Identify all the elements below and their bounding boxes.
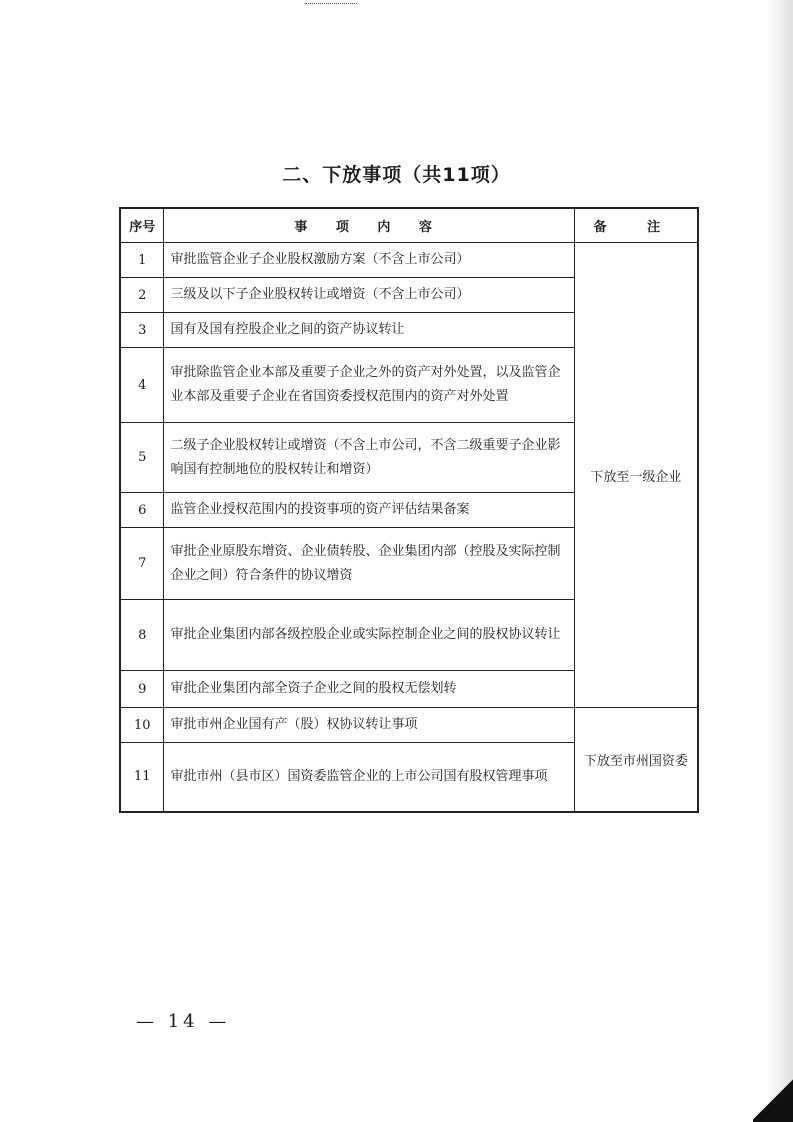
row-content: 国有及国有控股企业之间的资产协议转让 <box>164 313 574 348</box>
row-content: 审批企业集团内部各级控股企业或实际控制企业之间的股权协议转让 <box>164 600 574 671</box>
row-content: 审批市州企业国有产（股）权协议转让事项 <box>164 708 574 743</box>
table-header-row <box>120 208 698 243</box>
row-no: 11 <box>120 743 164 812</box>
row-no: 9 <box>120 671 164 708</box>
delegated-items-table <box>119 207 699 813</box>
row-no: 5 <box>120 423 164 493</box>
row-no: 1 <box>120 243 164 278</box>
header-content: 事 项 内 容 <box>164 208 574 243</box>
row-content: 审批企业原股东增资、企业债转股、企业集团内部（控股及实际控制企业之间）符合条件的协议增资 <box>164 528 574 600</box>
remark-cell: 下放至市州国资委 <box>574 708 698 812</box>
table-row <box>120 708 698 743</box>
section-title: 二、下放事项（共11项） <box>282 164 511 186</box>
row-content: 审批企业集团内部全资子企业之间的股权无偿划转 <box>164 671 574 708</box>
row-content: 审批监管企业子企业股权激励方案（不含上市公司） <box>164 243 574 278</box>
header-no: 序号 <box>120 208 164 243</box>
row-content: 三级及以下子企业股权转让或增资（不含上市公司） <box>164 278 574 313</box>
scan-shadow-corner <box>753 1076 793 1122</box>
row-content: 监管企业授权范围内的投资事项的资产评估结果备案 <box>164 493 574 528</box>
header-remark: 备 注 <box>574 208 698 243</box>
page-number: — 14 — <box>136 1011 231 1032</box>
row-no: 10 <box>120 708 164 743</box>
remark-cell: 下放至一级企业 <box>574 243 698 708</box>
row-no: 6 <box>120 493 164 528</box>
row-content: 审批市州（县市区）国资委监管企业的上市公司国有股权管理事项 <box>164 743 574 812</box>
row-content: 二级子企业股权转让或增资（不含上市公司，不含二级重要子企业影响国有控制地位的股权转让和增资） <box>164 423 574 493</box>
row-no: 8 <box>120 600 164 671</box>
row-no: 2 <box>120 278 164 313</box>
scan-mark <box>305 3 357 6</box>
row-no: 3 <box>120 313 164 348</box>
row-content: 审批除监管企业本部及重要子企业之外的资产对外处置，以及监管企业本部及重要子企业在省国资委授权范围内的资产对外处置 <box>164 348 574 423</box>
row-no: 7 <box>120 528 164 600</box>
row-no: 4 <box>120 348 164 423</box>
table-row <box>120 243 698 278</box>
